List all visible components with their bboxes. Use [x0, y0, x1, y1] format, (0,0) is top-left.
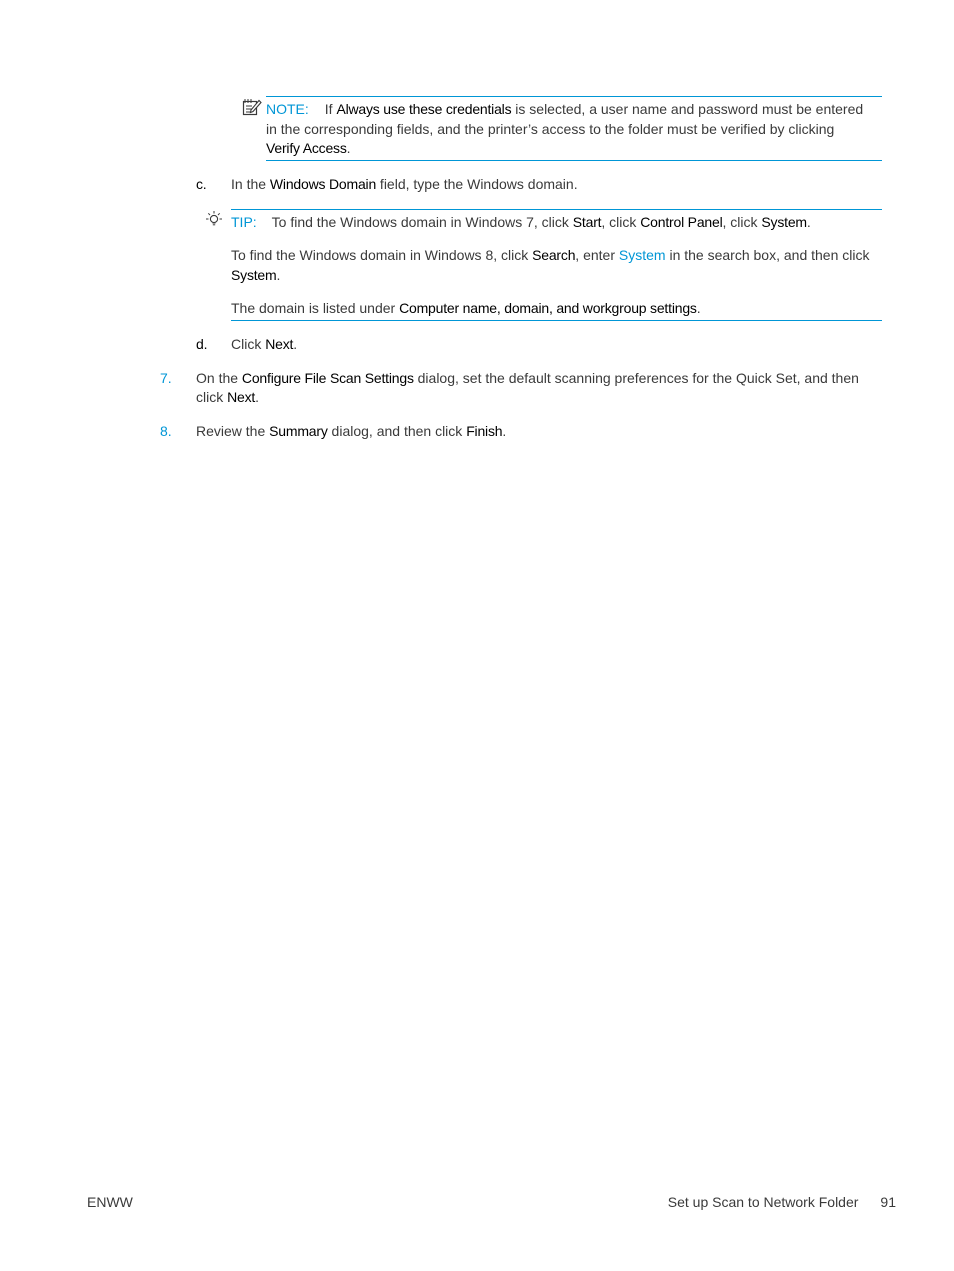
- step-8-text: Review the Summary dialog, and then click Finish.: [196, 423, 507, 439]
- start-term: Start: [572, 214, 602, 230]
- windows-domain-term: Windows Domain: [269, 176, 377, 192]
- system-input-text: System: [618, 247, 666, 263]
- step-7-line-1: On the Configure File Scan Settings dialog, set the default scanning preferences for the Quick Set, and then: [196, 370, 859, 386]
- next-term-2: Next: [227, 389, 256, 405]
- step-7-marker: 7.: [160, 370, 172, 386]
- note-label: NOTE:: [266, 101, 309, 117]
- verify-access-term: Verify Access: [266, 140, 347, 156]
- step-d-marker: d.: [196, 336, 208, 352]
- step-8-marker: 8.: [160, 423, 172, 439]
- tip-label: TIP:: [231, 214, 257, 230]
- lightbulb-icon: [205, 210, 223, 228]
- search-term: Search: [532, 247, 576, 263]
- summary-term: Summary: [269, 423, 328, 439]
- finish-term: Finish: [466, 423, 503, 439]
- step-c-marker: c.: [196, 176, 207, 192]
- tip-bottom-rule: [231, 320, 882, 321]
- note-top-rule: [266, 96, 882, 97]
- note-pad-icon: [242, 98, 262, 116]
- step-7-line-2: click Next.: [196, 389, 260, 405]
- credentials-option: Always use these credentials: [336, 101, 512, 117]
- system-term-2: System: [231, 267, 277, 283]
- tip-para2-line-1: To find the Windows domain in Windows 8, click Search, enter System in the search box, and then click: [231, 247, 870, 263]
- computer-name-settings-term: Computer name, domain, and workgroup settings: [399, 300, 697, 316]
- configure-file-scan-settings-term: Configure File Scan Settings: [241, 370, 414, 386]
- note-line-3: Verify Access.: [266, 140, 351, 156]
- tip-line-1: TIP: To find the Windows domain in Windows 7, click Start, click Control Panel, click System.: [231, 214, 811, 230]
- next-term: Next: [265, 336, 294, 352]
- control-panel-term: Control Panel: [640, 214, 723, 230]
- tip-para3: The domain is listed under Computer name, domain, and workgroup settings.: [231, 300, 701, 316]
- footer-right: [668, 1192, 896, 1212]
- step-c-text: In the Windows Domain field, type the Windows domain.: [231, 176, 578, 192]
- footer-left: ENWW: [87, 1194, 133, 1210]
- step-d-text: Click Next.: [231, 336, 298, 352]
- tip-para2-line-2: System.: [231, 267, 281, 283]
- footer-section-title: Set up Scan to Network Folder: [667, 1194, 859, 1210]
- system-term: System: [761, 214, 807, 230]
- note-line-1: NOTE: If Always use these credentials is selected, a user name and password must be entered: [266, 101, 864, 117]
- note-bottom-rule: [266, 160, 882, 161]
- page-number: 91: [880, 1194, 896, 1210]
- tip-top-rule: [231, 209, 882, 210]
- note-line-2: in the corresponding fields, and the printer’s access to the folder must be verified by clicking: [266, 121, 835, 137]
